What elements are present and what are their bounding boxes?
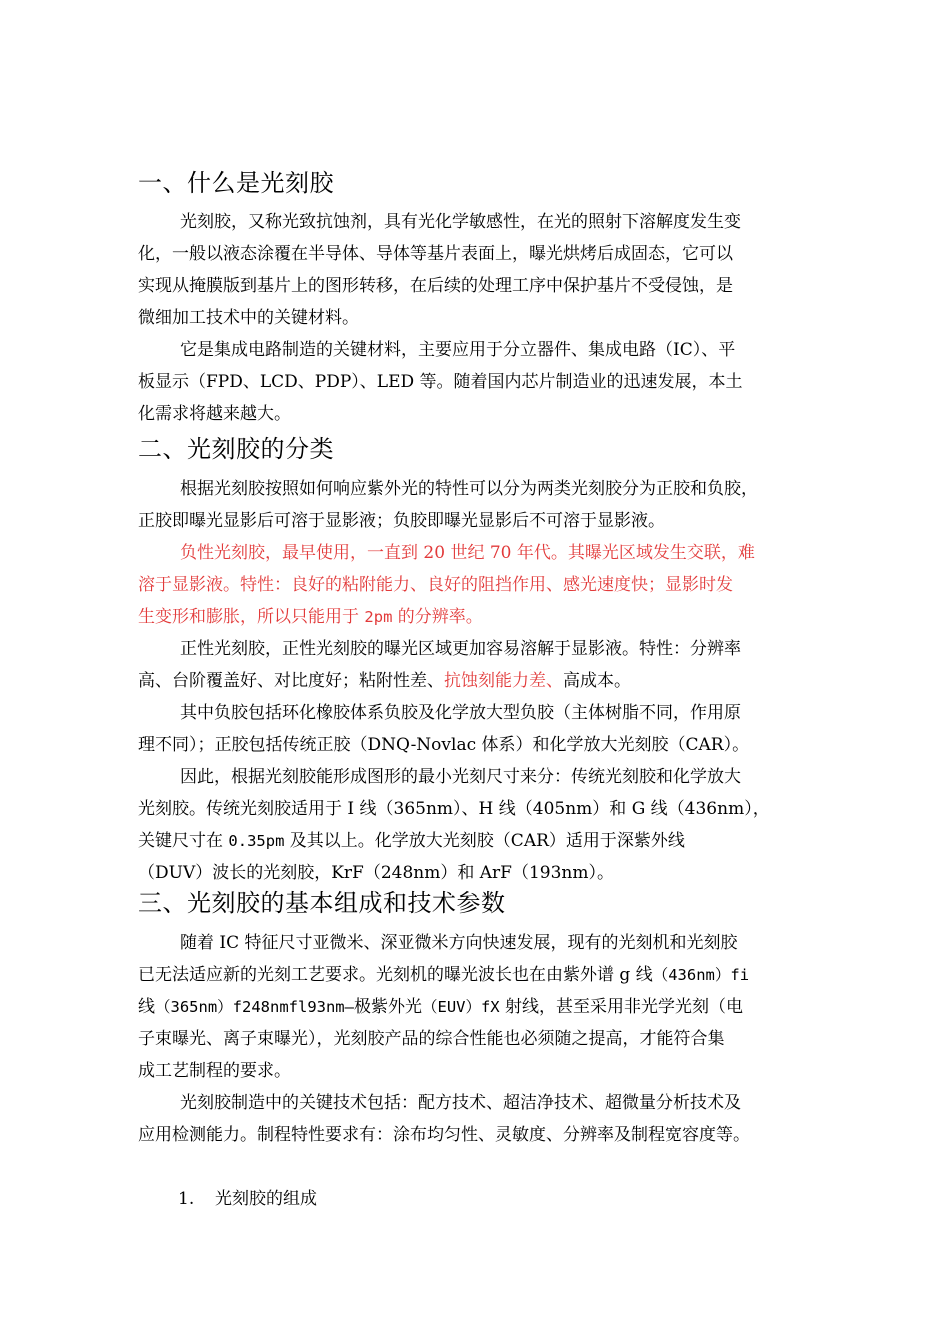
paragraph-line: 线（365nm）f248nmfl93nm—极紫外光（EUV）fX 射线，甚至采用非光学光刻（电 bbox=[138, 997, 744, 1017]
negative-resist-line: 负性光刻胶，最早使用，一直到 20 世纪 70 年代。其曝光区域发生交联，难 bbox=[180, 543, 755, 563]
paragraph-line: 高、台阶覆盖好、对比度好；粘附性差、抗蚀刻能力差、高成本。 bbox=[138, 671, 631, 691]
section2-heading: 二、光刻胶的分类 bbox=[138, 435, 334, 463]
list-item-text: 光刻胶的组成 bbox=[215, 1189, 317, 1209]
paragraph-line: （DUV）波长的光刻胶，KrF（248nm）和 ArF（193nm）。 bbox=[138, 863, 614, 883]
paragraph-line: 光刻胶，又称光致抗蚀剂，具有光化学敏感性，在光的照射下溶解度发生变 bbox=[180, 212, 741, 232]
paragraph-line: 化，一般以液态涂覆在半导体、导体等基片表面上，曝光烘烤后成固态，它可以 bbox=[138, 244, 733, 264]
paragraph-line: 光刻胶制造中的关键技术包括：配方技术、超洁净技术、超微量分析技术及 bbox=[180, 1093, 741, 1113]
paragraph-line: 理不同）；正胶包括传统正胶（DNQ-Novlac 体系）和化学放大光刻胶（CAR）。 bbox=[138, 735, 750, 755]
paragraph-line: 已无法适应新的光刻工艺要求。光刻机的曝光波长也在由紫外谱 g 线（436nm）fi bbox=[138, 965, 750, 985]
paragraph-line: 子束曝光、离子束曝光），光刻胶产品的综合性能也必须随之提高，才能符合集 bbox=[138, 1029, 725, 1049]
section1-heading: 一、什么是光刻胶 bbox=[138, 169, 334, 197]
paragraph-line: 正性光刻胶，正性光刻胶的曝光区域更加容易溶解于显影液。特性：分辨率 bbox=[180, 639, 741, 659]
paragraph-line: 正胶即曝光显影后可溶于显影液；负胶即曝光显影后不可溶于显影液。 bbox=[138, 511, 665, 531]
list-number: 1. bbox=[178, 1189, 195, 1209]
paragraph-line: 实现从掩膜版到基片上的图形转移，在后续的处理工序中保护基片不受侵蚀，是 bbox=[138, 276, 733, 296]
paragraph-line: 根据光刻胶按照如何响应紫外光的特性可以分为两类光刻胶分为正胶和负胶， bbox=[180, 479, 758, 499]
paragraph-line: 应用检测能力。制程特性要求有：涂布均匀性、灵敏度、分辨率及制程宽容度等。 bbox=[138, 1125, 750, 1145]
highlighted-text: 抗蚀刻能力差、 bbox=[444, 671, 563, 691]
paragraph-line: 因此，根据光刻胶能形成图形的最小光刻尺寸来分：传统光刻胶和化学放大 bbox=[180, 767, 741, 787]
paragraph-line: 化需求将越来越大。 bbox=[138, 404, 291, 424]
resolution-value: 2pm bbox=[364, 608, 393, 626]
paragraph-line: 光刻胶。传统光刻胶适用于 I 线（365nm）、H 线（405nm）和 G 线（436nm）， bbox=[138, 799, 770, 819]
negative-resist-line: 溶于显影液。特性：良好的粘附能力、良好的阻挡作用、感光速度快；显影时发 bbox=[138, 575, 733, 595]
dimension-value: 0.35pm bbox=[228, 832, 285, 850]
paragraph-line: 微细加工技术中的关键材料。 bbox=[138, 308, 359, 328]
negative-resist-line: 生变形和膨胀，所以只能用于 2pm 的分辨率。 bbox=[138, 607, 483, 627]
section3-heading: 三、光刻胶的基本组成和技术参数 bbox=[138, 889, 506, 917]
paragraph-line: 关键尺寸在 0.35pm 及其以上。化学放大光刻胶（CAR）适用于深紫外线 bbox=[138, 831, 685, 851]
paragraph-line: 它是集成电路制造的关键材料，主要应用于分立器件、集成电路（IC）、平 bbox=[180, 340, 736, 360]
paragraph-line: 随着 IC 特征尺寸亚微米、深亚微米方向快速发展，现有的光刻机和光刻胶 bbox=[180, 933, 738, 953]
paragraph-line: 成工艺制程的要求。 bbox=[138, 1061, 291, 1081]
paragraph-line: 其中负胶包括环化橡胶体系负胶及化学放大型负胶（主体树脂不同，作用原 bbox=[180, 703, 741, 723]
paragraph-line: 板显示（FPD、LCD、PDP）、LED 等。随着国内芯片制造业的迅速发展，本土 bbox=[138, 372, 743, 392]
